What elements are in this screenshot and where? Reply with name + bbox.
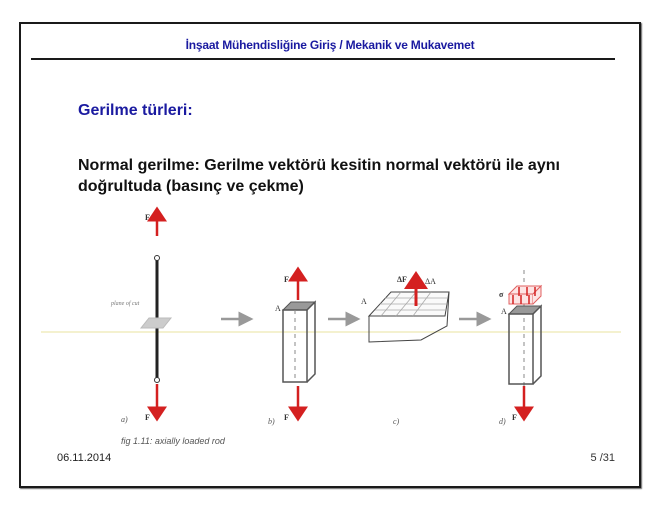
panel-a-rod [110,213,171,424]
delta-force-label: ΔF [397,275,407,284]
panel-b-prism [268,274,315,426]
rod-end-node [155,378,160,383]
body-text: Normal gerilme: Gerilme vektörü kesitin normal vektörü ile aynı doğrultuda (basınç ve çekme) [78,157,560,195]
panel-label-a: a) [121,415,128,424]
area-label: A [501,307,507,316]
force-label-bottom: F [284,413,289,422]
prism-side [307,302,315,382]
panel-label-b: b) [268,417,275,426]
page-number: 5 /31 [590,452,615,464]
area-label: A [361,297,367,306]
panel-c-surface-element [361,275,449,426]
axially-loaded-rod-figure [21,24,639,486]
force-label-top: F [284,275,289,284]
area-label: A [275,304,281,313]
slide-frame [19,22,641,488]
prism-front [509,314,533,384]
rod-end-node [155,256,160,261]
panel-label-c: c) [393,417,400,426]
prism-side [533,306,541,384]
figure-caption: fig 1.11: axially loaded rod [121,436,225,446]
stress-label: σ [499,290,504,299]
panel-label-d: d) [499,417,506,426]
header-title: İnşaat Mühendisliğine Giriş / Mekanik ve Mukavemet [185,38,475,52]
force-label-top: F [145,213,150,222]
plane-of-cut-label: plane of cut [111,301,140,307]
force-label-bottom: F [145,413,150,422]
delta-area-label: ΔA [425,277,436,286]
footer-date: 06.11.2014 [57,452,112,464]
force-label-bottom: F [512,413,517,422]
plane-of-cut-shape [141,318,171,328]
panel-d-stress-distribution [499,270,541,426]
section-heading: Gerilme türleri: [78,102,193,119]
